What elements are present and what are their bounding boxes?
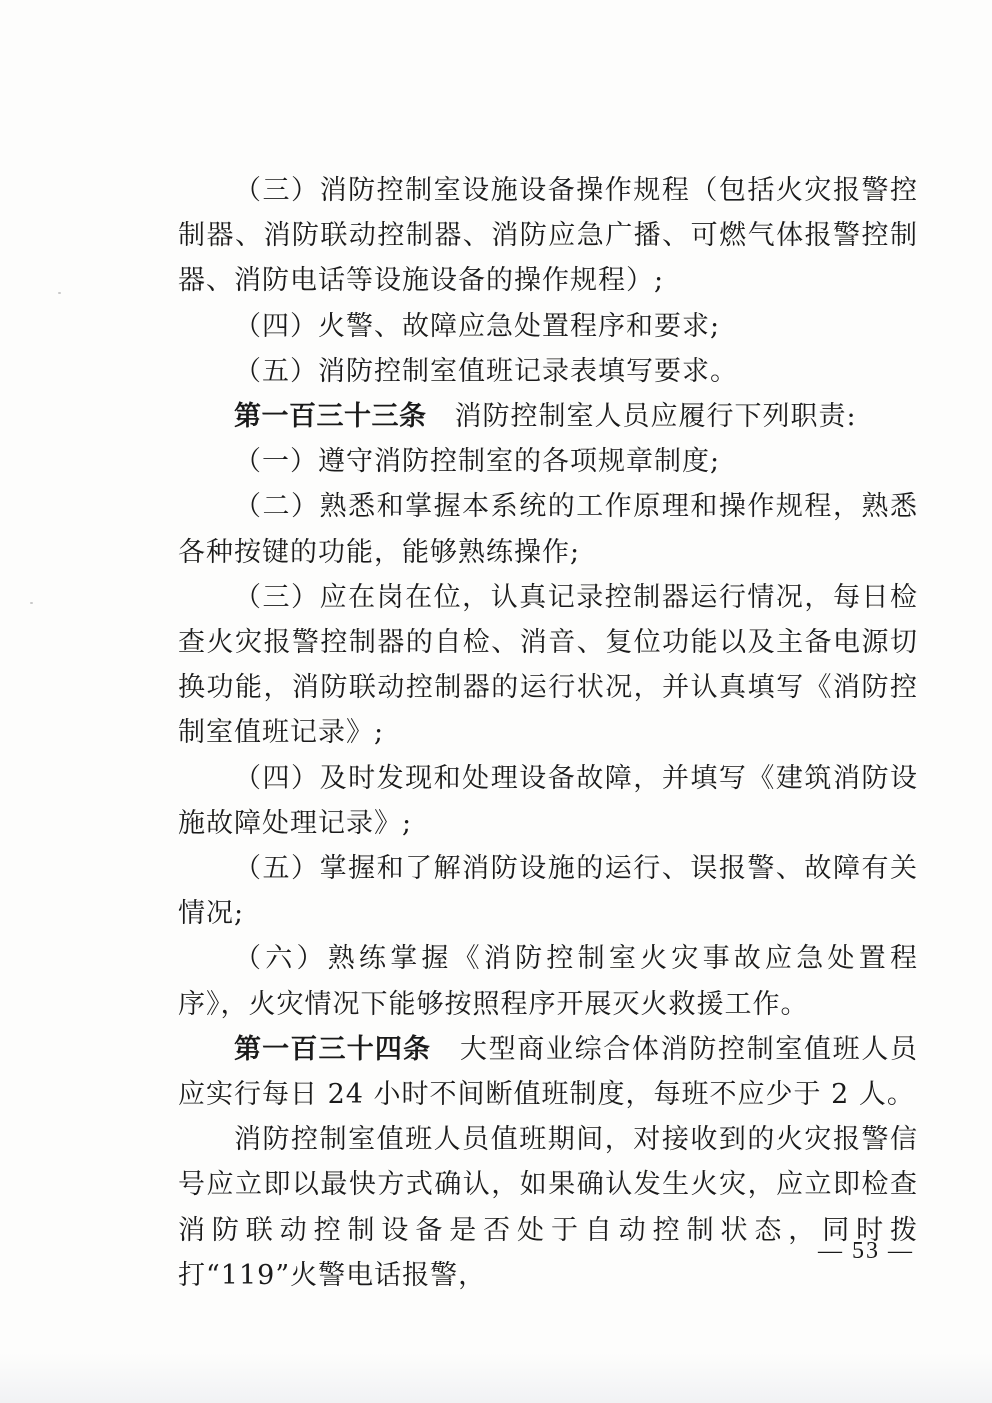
- paragraph-text: （三）应在岗在位，认真记录控制器运行情况，每日检查火灾报警控制器的自检、消音、复位功能以及主备电源切换功能，消防联动控制器的运行状况，并认真填写《消防控制室值班记录》;: [178, 581, 918, 749]
- scan-speck: [30, 602, 33, 604]
- scan-shadow: [0, 1353, 992, 1403]
- paragraph-text: （四）火警、故障应急处置程序和要求;: [234, 310, 721, 342]
- paragraph: [178, 575, 918, 756]
- paragraph-text: 大型商业综合体消防控制室值班人员应实行每日 24 小时不间断值班制度，每班不应少于 2 人。: [178, 1033, 919, 1111]
- paragraph: [178, 304, 918, 349]
- paragraph-text: 消防控制室值班人员值班期间，对接收到的火灾报警信号应立即以最快方式确认，如果确认发生火灾，应立即检查消防联动控制设备是否处于自动控制状态，同时拨打“119”火警电话报警，: [178, 1124, 918, 1291]
- paragraph-text: （四）及时发现和处理设备故障，并填写《建筑消防设施故障处理记录》;: [178, 762, 918, 839]
- paragraph-text: （三）消防控制室设施设备操作规程（包括火灾报警控制器、消防联动控制器、消防应急广播、可燃气体报警控制器、消防电话等设施设备的操作规程）;: [178, 175, 918, 297]
- article-paragraph: [178, 1027, 918, 1117]
- paragraph: [178, 846, 918, 936]
- paragraph-text: （二）熟悉和掌握本系统的工作原理和操作规程，熟悉各种按键的功能，能够熟练操作;: [178, 491, 918, 568]
- paragraph: [178, 1117, 918, 1298]
- paragraph: [178, 349, 918, 394]
- article-paragraph: [178, 394, 918, 439]
- paragraph-text: （五）消防控制室值班记录表填写要求。: [234, 355, 738, 387]
- article-title: 第一百三十三条: [234, 401, 427, 433]
- scan-speck: [58, 292, 61, 294]
- paragraph: [178, 439, 918, 484]
- paragraph-text: （五）掌握和了解消防设施的运行、误报警、故障有关情况;: [178, 853, 918, 930]
- paragraph: [178, 756, 918, 846]
- paragraph: [178, 168, 918, 304]
- paragraph-text: 消防控制室人员应履行下列职责:: [426, 401, 857, 433]
- paragraph-text: （一）遵守消防控制室的各项规章制度;: [234, 446, 721, 478]
- paragraph: [178, 484, 918, 574]
- paragraph: [178, 936, 918, 1026]
- page-number: — 53 —: [818, 1238, 914, 1264]
- article-title: 第一百三十四条: [234, 1033, 432, 1065]
- paragraph-text: （六）熟练掌握《消防控制室火灾事故应急处置程序》，火灾情况下能够按照程序开展灭火救援工作。: [178, 943, 918, 1020]
- body-text: [178, 168, 918, 1298]
